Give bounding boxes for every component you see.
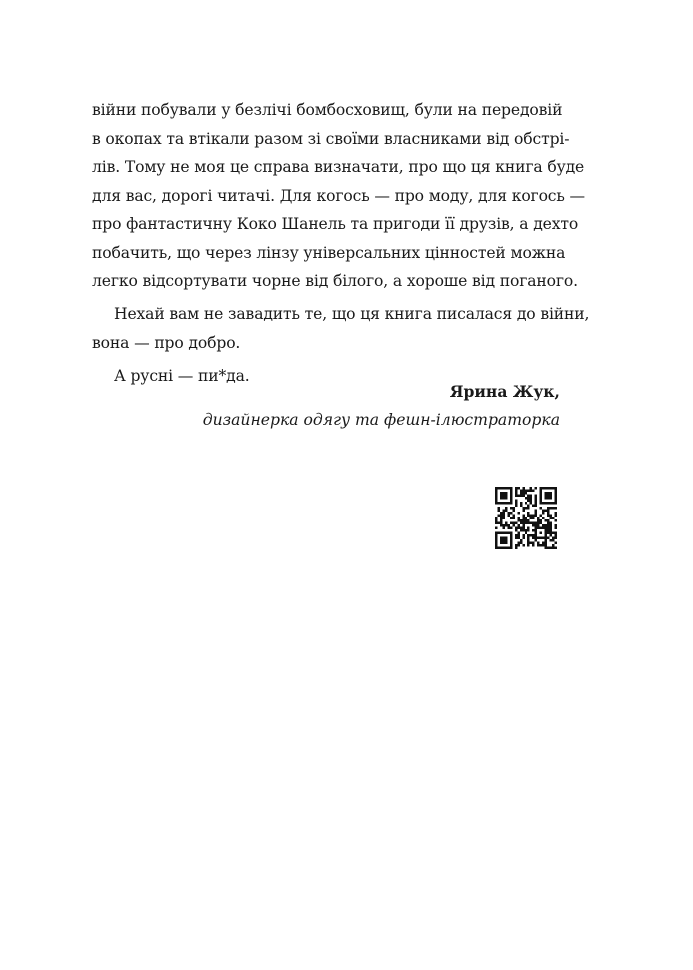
text-line: для вас, дорогі читачі. Для когось — про моду, для когось —: [92, 186, 585, 205]
body-text: [92, 96, 590, 390]
author-role: дизайнерка одягу та фешн-ілюстраторка: [202, 411, 560, 429]
text-line: побачить, що через лінзу універсальних цінностей можна: [92, 243, 566, 262]
text-line: лів. Тому не моя це справа визначати, про що ця книга буде: [92, 158, 585, 176]
text-line: війни побували у безлічі бомбосховищ, були на передовій: [92, 101, 563, 119]
signature: [203, 378, 560, 434]
author-name: Ярина Жук,: [449, 382, 560, 401]
text-line: в окопах та втікали разом зі своїми власниками від обстрі-: [92, 129, 570, 148]
text-line: вона — про добро.: [92, 333, 241, 352]
text-line: Нехай вам не завадить те, що ця книга писалася до війни,: [114, 305, 590, 323]
text-line: легко відсортувати чорне від білого, а хороше від поганого.: [92, 272, 578, 290]
qr-code-icon: [495, 487, 557, 549]
text-line: А русні — пи*да.: [114, 366, 250, 385]
text-line: про фантастичну Коко Шанель та пригоди її друзів, а дехто: [92, 215, 579, 233]
